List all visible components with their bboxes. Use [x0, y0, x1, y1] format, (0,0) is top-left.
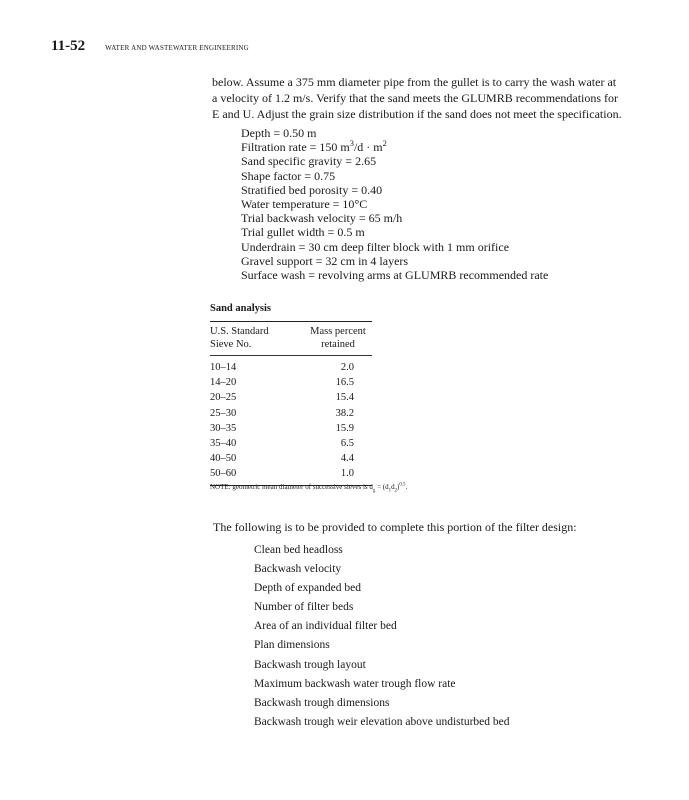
intro-line: below. Assume a 375 mm diameter pipe from the gullet is to carry the wash water at [212, 75, 617, 89]
param-item: Shape factor = 0.75 [241, 168, 336, 183]
list-item: Number of filter beds [254, 601, 354, 614]
table-row: 14–20 16.5 [210, 377, 354, 389]
list-item: Backwash trough dimensions [254, 696, 390, 709]
list-item: Backwash trough layout [254, 658, 366, 671]
sand-analysis-table [210, 303, 372, 486]
table-row: 20–25 15.4 [210, 392, 354, 404]
param-item: Sand specific gravity = 2.65 [241, 154, 377, 169]
table-row: 50–60 1.0 [210, 468, 354, 480]
table-body [210, 356, 372, 485]
list-item: Plan dimensions [254, 639, 330, 652]
param-item: Stratified bed porosity = 0.40 [241, 182, 383, 197]
param-item: Gravel support = 32 cm in 4 layers [241, 253, 409, 268]
param-item: Trial gullet width = 0.5 m [241, 225, 365, 240]
param-item: Surface wash = revolving arms at GLUMRB recommended rate [241, 268, 549, 283]
following-sentence: The following is to be provided to complete this portion of the filter design: [213, 520, 577, 534]
table-row: 30–35 15.9 [210, 422, 354, 434]
list-item: Backwash velocity [254, 563, 342, 576]
table-row: 25–30 38.2 [210, 407, 354, 419]
design-parameters [241, 126, 548, 282]
table-header [210, 322, 372, 355]
list-item: Maximum backwash water trough flow rate [254, 677, 456, 690]
list-item: Depth of expanded bed [254, 582, 361, 595]
table-note: NOTE: geometric mean diameter of successive sieves is $d_g = (d_1d_2)^{0.5}$. [210, 482, 408, 494]
list-item: Backwash trough weir elevation above undisturbed bed [254, 715, 510, 728]
param-item: Water temperature = 10°C [241, 197, 368, 212]
list-item: Clean bed headloss [254, 544, 343, 556]
running-head: WATER AND WASTEWATER ENGINEERING [105, 44, 249, 52]
intro-line: E and U. Adjust the grain size distribution if the sand does not meet the specification. [212, 106, 622, 121]
param-depth: Depth = 0.50 m [241, 126, 317, 140]
table-title: Sand analysis [210, 303, 271, 314]
header-sieve: U.S. Standard Sieve No. [210, 326, 269, 350]
intro-paragraph [212, 75, 642, 122]
page-number: 11-52 [51, 38, 86, 54]
param-item: Trial backwash velocity = 65 m/h [241, 211, 403, 226]
table-row: 10–14 2.0 [210, 362, 354, 373]
header-mass-percent: Mass percent retained [310, 326, 366, 350]
table-row: 35–40 6.5 [210, 438, 354, 450]
intro-line: a velocity of 1.2 m/s. Verify that the sand meets the GLUMRB recommendations for [212, 90, 619, 105]
deliverables-list [254, 541, 509, 732]
param-filtration-rate: Filtration rate = 150 $m^3/d \cdot m^2$ [241, 139, 387, 155]
list-item: Area of an individual filter bed [254, 620, 397, 633]
param-item: Underdrain = 30 cm deep filter block with 1 mm orifice [241, 239, 510, 254]
table-row: 40–50 4.4 [210, 453, 354, 465]
page-header [51, 38, 249, 55]
